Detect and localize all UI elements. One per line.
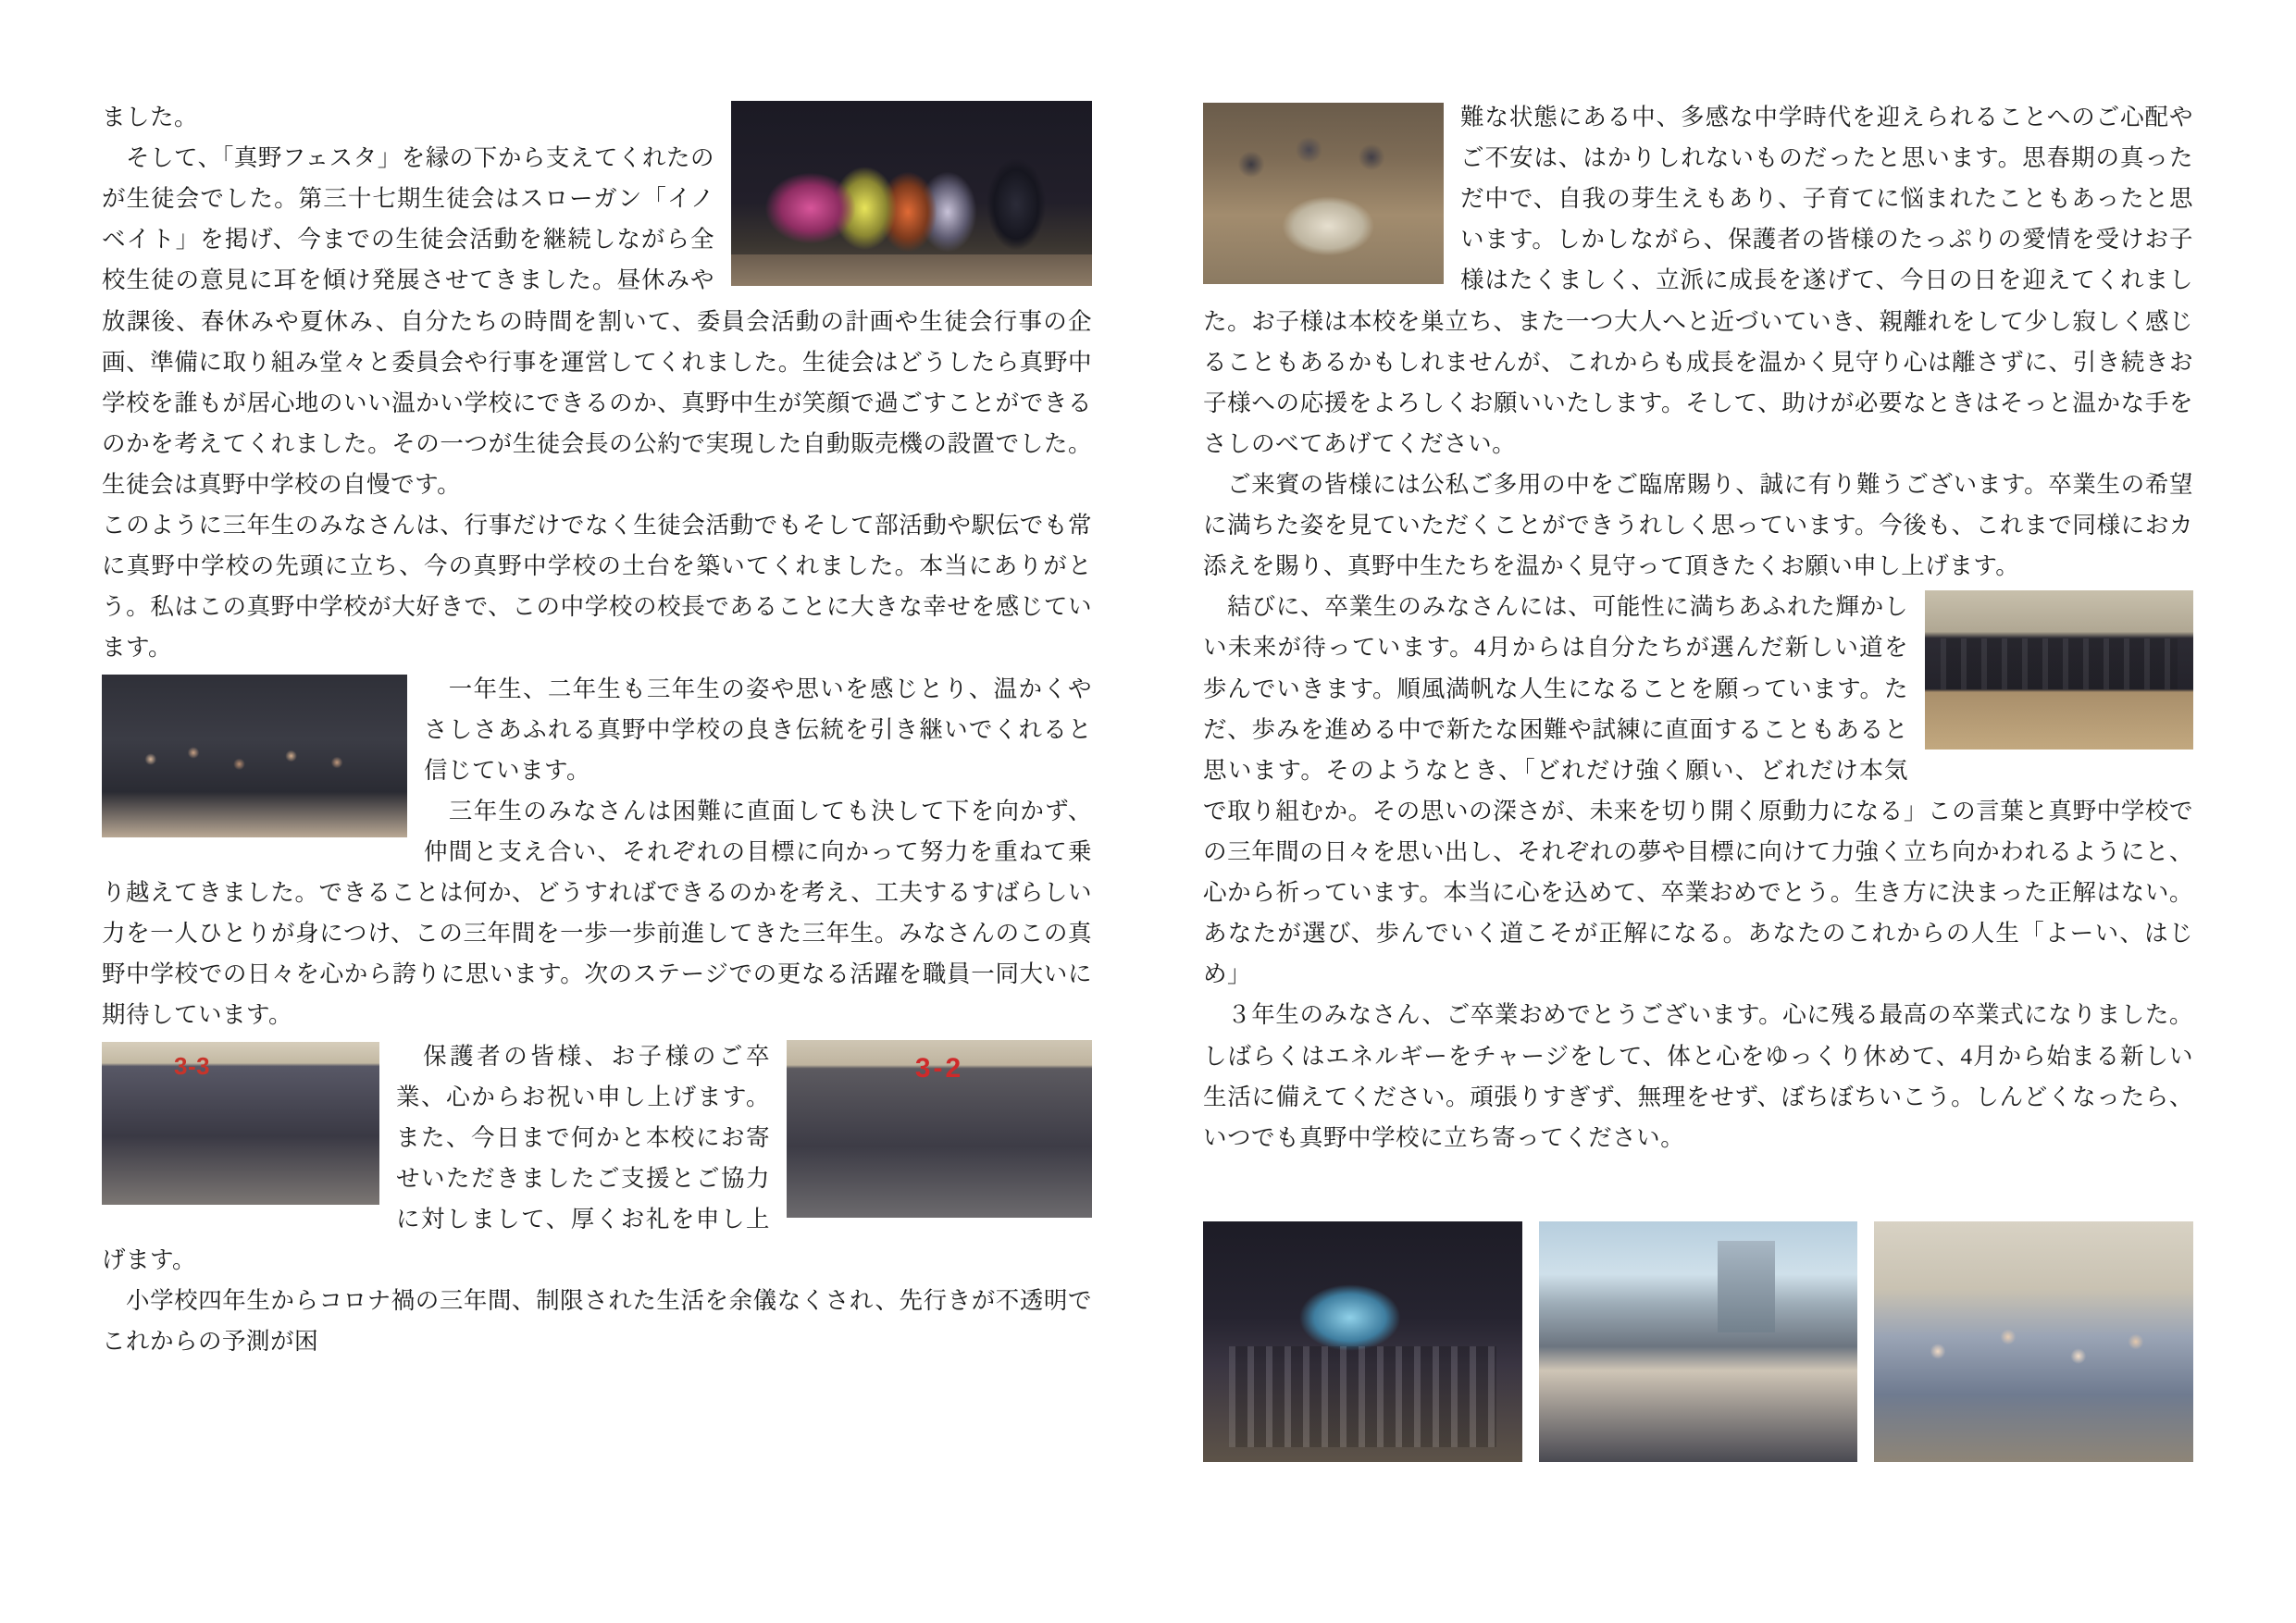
graduation-ceremony-image xyxy=(1203,1221,1522,1462)
bottom-photo-row xyxy=(1203,1221,2193,1462)
paragraph-l2: そして、「真野フェスタ」を縁の下から支えてくれたのが生徒会でした。第三十七期生徒会はスローガン「イノベイト」を掲げ、今までの生徒会活動を継続しながら全校生徒の意見に耳を傾け発展させてきました。昼休みや放課後、春休みや夏休み、自分たちの時間を割いて、委員会活動の計画や生徒会行事の企画、準備に取り組み堂々と委員会や行事を運営してくれました。生徒会はどうしたら真野中学校を誰もが居心地のいい温かい学校にできるのか、真野中生が笑顔で過ごすことができるのかを考えてくれました。その一つが生徒会長の公約で実現した自動販売機の設置でした。生徒会は真野中学校の自慢です。 xyxy=(102,144,1092,498)
paragraph-l1: ました。 xyxy=(102,104,199,130)
students-group-image xyxy=(102,675,407,837)
paragraph-l3: このように三年生のみなさんは、行事だけでなく生徒会活動でもそして部活動や駅伝でも常に真野中学校の先頭に立ち、今の真野中学校の土台を築いてくれました。本当にありがとう。私はこの真野中学校が大好きで、この中学校の校長であることに大きな幸せを感じています。 xyxy=(102,512,1092,662)
paragraph-l6: 保護者の皆様、お子様のご卒業、心からお祝い申し上げます。また、今日まで何かと本校にお寄せいただきましたご支援とご協力に対しまして、厚くお礼を申し上げます。 xyxy=(102,1042,770,1274)
students-meal-image xyxy=(1203,103,1444,284)
right-text-column xyxy=(1203,97,2193,1158)
paragraph-l5: 三年生のみなさんは困難に直面しても決して下を向かず、仲間と支え合い、それぞれの目標に向かって努力を重ねて乗り越えてきました。できることは何か、どうすればできるのかを考え、工夫するすばらしい力を一人ひとりが身につけ、この三年間を一歩一歩前進してきた三年生。みなさんのこの真野中学校での日々を心から誇りに思います。次のステージでの更なる活躍を職員一同大いに期待しています。 xyxy=(102,797,1092,1029)
class-3-3-image xyxy=(102,1042,379,1205)
class-3-2-image xyxy=(787,1040,1092,1218)
left-text-column xyxy=(102,97,1092,1362)
school-trip-cityscape-image xyxy=(1539,1221,1858,1462)
students-meal-photo xyxy=(1203,103,1444,284)
gym-students-photo xyxy=(1874,1221,2193,1462)
paragraph-r2: ご来賓の皆様には公私ご多用の中をご臨席賜り、誠に有り難うございます。卒業生の希望に満ちた姿を見ていただくことができうれしく思っています。今後も、これまで同様におカ添えを賜り、真野中生たちを温かく見守って頂きたくお願い申し上げます。 xyxy=(1203,470,2193,580)
paragraph-l4: 一年生、二年生も三年生の姿や思いを感じとり、温かくやさしさあふれる真野中学校の良き伝統を引き継いでくれると信じています。 xyxy=(424,675,1092,784)
class-3-2-photo xyxy=(787,1040,1092,1218)
paragraph-r4: ３年生のみなさん、ご卒業おめでとうございます。心に残る最高の卒業式になりました。しばらくはエネルギーをチャージをして、体と心をゆっくり休めて、4月から始まる新しい生活に備えてください。頑張りすぎず、無理をせず、ぼちぼちいこう。しんどくなったら、いつでも真野中学校に立ち寄ってください。 xyxy=(1203,1001,2193,1151)
students-group-photo xyxy=(102,675,407,837)
school-trip-cityscape-photo xyxy=(1539,1221,1858,1462)
stage-performance-image xyxy=(731,101,1092,286)
class-3-3-photo xyxy=(102,1042,379,1205)
stage-performance-photo xyxy=(731,101,1092,286)
teachers-lineup-photo xyxy=(1925,590,2193,750)
paragraph-r1: 難な状態にある中、多感な中学時代を迎えられることへのご心配やご不安は、はかりしれないものだったと思います。思春期の真っただ中で、自我の芽生えもあり、子育てに悩まれたこともあったと思います。しかしながら、保護者の皆様のたっぷりの愛情を受けお子様はたくましく、立派に成長を遂げて、今日の日を迎えてくれました。お子様は本校を巣立ち、また一つ大人へと近づいていき、親離れをして少し寂しく感じることもあるかもしれませんが、これからも成長を温かく見守り心は離さずに、引き続きお子様への応援をよろしくお願いいたします。そして、助けが必要なときはそっと温かな手をさしのべてあげてください。 xyxy=(1203,104,2193,457)
gym-students-image xyxy=(1874,1221,2193,1462)
paragraph-l7: 小学校四年生からコロナ禍の三年間、制限された生活を余儀なくされ、先行きが不透明でこれからの予測が困 xyxy=(102,1287,1092,1356)
graduation-ceremony-photo xyxy=(1203,1221,1522,1462)
teachers-lineup-image xyxy=(1925,590,2193,750)
paragraph-r3: 結びに、卒業生のみなさんには、可能性に満ちあふれた輝かしい未来が待っています。4月からは自分たちが選んだ新しい道を歩んでいきます。順風満帆な人生になることを願っています。ただ、歩みを進める中で新たな困難や試練に直面することもあると思います。そのようなとき、「どれだけ強く願い、どれだけ本気で取り組むか。その思いの深さが、未来を切り開く原動力になる」この言葉と真野中学校での三年間の日々を思い出し、それぞれの夢や目標に向けて力強く立ち向かわれるようにと、心から祈っています。本当に心を込めて、卒業おめでとう。生き方に決まった正解はない。あなたが選び、歩んでいく道こそが正解になる。あなたのこれからの人生「よーい、はじめ」 xyxy=(1203,593,2193,988)
